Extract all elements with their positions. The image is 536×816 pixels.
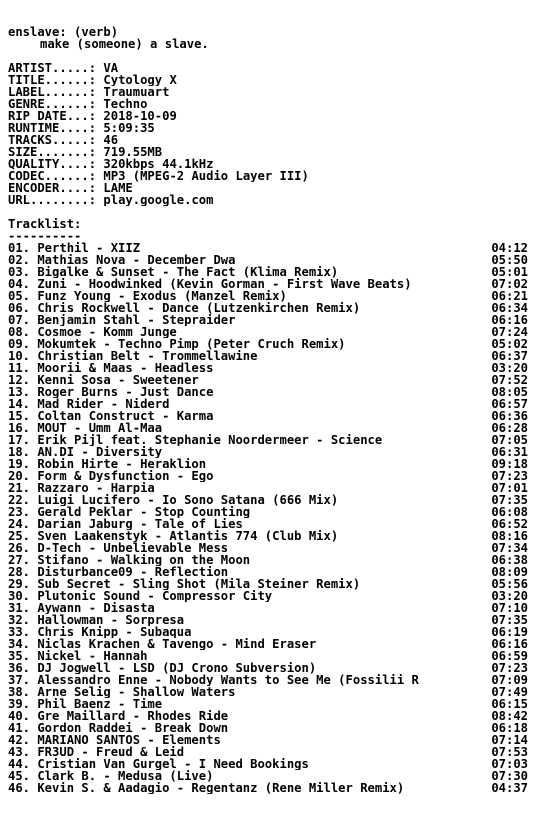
- track-row: [8, 302, 528, 314]
- track-duration: 06:16: [491, 637, 528, 651]
- track-title: 38. Arne Selig - Shallow Waters: [8, 686, 236, 698]
- info-value: 5:09:35: [103, 122, 155, 134]
- track-duration: 07:23: [491, 661, 528, 675]
- track-row: [8, 422, 528, 434]
- track-title: 07. Benjamin Stahl - Stepraider: [8, 314, 236, 326]
- track-row: [8, 554, 528, 566]
- track-row: [8, 410, 528, 422]
- tracklist-heading: Tracklist:: [8, 218, 82, 230]
- track-row: [8, 734, 528, 746]
- track-duration: 06:31: [491, 445, 528, 459]
- track-title: 28. Disturbance09 - Reflection: [8, 566, 229, 578]
- info-row: [8, 74, 528, 86]
- definition-word: enslave: (verb): [8, 26, 119, 38]
- track-title: 03. Bigalke & Sunset - The Fact (Klima Remix): [8, 266, 339, 278]
- track-duration: 05:50: [491, 253, 528, 267]
- track-title: 45. Clark B. - Medusa (Live): [8, 770, 214, 782]
- info-label: GENRE......:: [8, 98, 97, 110]
- track-row: [8, 686, 528, 698]
- info-label: URL........:: [8, 194, 97, 206]
- track-title: 25. Sven Laakenstyk - Atlantis 774 (Club Mix): [8, 530, 339, 542]
- track-title: 32. Hallowman - Sorpresa: [8, 614, 185, 626]
- track-duration: 06:37: [491, 349, 528, 363]
- track-duration: 07:05: [491, 433, 528, 447]
- track-title: 14. Mad Rider - Niderd: [8, 398, 170, 410]
- track-row: [8, 590, 528, 602]
- track-row: [8, 530, 528, 542]
- track-title: 18. AN.DI - Diversity: [8, 446, 163, 458]
- track-row: [8, 782, 528, 794]
- info-row: [8, 122, 528, 134]
- track-title: 41. Gordon Raddei - Break Down: [8, 722, 229, 734]
- track-title: 17. Erik Pijl feat. Stephanie Noordermeer - Science: [8, 434, 383, 446]
- track-row: [8, 746, 528, 758]
- track-title: 24. Darian Jaburg - Tale of Lies: [8, 518, 243, 530]
- track-duration: 06:59: [491, 649, 528, 663]
- track-duration: 07:03: [491, 757, 528, 771]
- track-row: [8, 374, 528, 386]
- track-title: 33. Chris Knipp - Subaqua: [8, 626, 192, 638]
- track-title: 34. Niclas Krachen & Tavengo - Mind Eraser: [8, 638, 317, 650]
- track-row: [8, 518, 528, 530]
- info-value: 719.55MB: [103, 146, 163, 158]
- info-row: [8, 194, 528, 206]
- info-value: MP3 (MPEG-2 Audio Layer III): [103, 170, 309, 182]
- track-duration: 07:35: [491, 493, 528, 507]
- info-row: [8, 170, 528, 182]
- track-duration: 08:05: [491, 385, 528, 399]
- track-row: [8, 674, 528, 686]
- track-row: [8, 242, 528, 254]
- info-row: [8, 98, 528, 110]
- track-row: [8, 578, 528, 590]
- track-duration: 06:08: [491, 505, 528, 519]
- track-duration: 05:02: [491, 337, 528, 351]
- track-duration: 07:23: [491, 469, 528, 483]
- track-title: 21. Razzaro - Harpia: [8, 482, 155, 494]
- track-title: 27. Stifano - Walking on the Moon: [8, 554, 251, 566]
- track-title: 15. Coltan Construct - Karma: [8, 410, 214, 422]
- track-duration: 07:30: [491, 769, 528, 783]
- track-title: 19. Robin Hirte - Heraklion: [8, 458, 207, 470]
- info-row: [8, 182, 528, 194]
- track-duration: 07:52: [491, 373, 528, 387]
- track-row: [8, 254, 528, 266]
- track-row: [8, 770, 528, 782]
- info-value: Traumuart: [103, 86, 170, 98]
- info-row: [8, 146, 528, 158]
- spacer: [8, 206, 528, 218]
- track-row: [8, 386, 528, 398]
- info-label: QUALITY....:: [8, 158, 97, 170]
- track-row: [8, 446, 528, 458]
- track-row: [8, 566, 528, 578]
- info-value: play.google.com: [103, 194, 214, 206]
- info-label: ARTIST.....:: [8, 62, 97, 74]
- track-duration: 06:52: [491, 517, 528, 531]
- track-duration: 06:36: [491, 409, 528, 423]
- track-title: 23. Gerald Peklar - Stop Counting: [8, 506, 251, 518]
- track-duration: 06:34: [491, 301, 528, 315]
- track-title: 09. Mokumtek - Techno Pimp (Peter Cruch Remix): [8, 338, 346, 350]
- track-duration: 04:37: [491, 781, 528, 795]
- track-title: 37. Alessandro Enne - Nobody Wants to See Me (Fossilii R: [8, 674, 419, 686]
- track-title: 46. Kevin S. & Aadagio - Regentanz (Rene Miller Remix): [8, 782, 405, 794]
- track-title: 12. Kenni Sosa - Sweetener: [8, 374, 199, 386]
- track-title: 02. Mathias Nova - December Dwa: [8, 254, 236, 266]
- track-title: 22. Luigi Lucifero - Io Sono Satana (666 Mix): [8, 494, 339, 506]
- track-duration: 08:16: [491, 529, 528, 543]
- track-row: [8, 434, 528, 446]
- track-row: [8, 614, 528, 626]
- track-duration: 06:21: [491, 289, 528, 303]
- track-row: [8, 482, 528, 494]
- spacer: [8, 50, 528, 62]
- definition-text: make (someone) a slave.: [40, 38, 209, 50]
- track-title: 26. D-Tech - Unbelievable Mess: [8, 542, 229, 554]
- track-title: 16. MOUT - Umm Al-Maa: [8, 422, 163, 434]
- track-duration: 06:28: [491, 421, 528, 435]
- track-title: 05. Funz Young - Exodus (Manzel Remix): [8, 290, 287, 302]
- track-row: [8, 698, 528, 710]
- track-title: 13. Roger Burns - Just Dance: [8, 386, 214, 398]
- track-title: 39. Phil Baenz - Time: [8, 698, 163, 710]
- info-row: [8, 134, 528, 146]
- track-title: 36. DJ Jogwell - LSD (DJ Crono Subversion): [8, 662, 317, 674]
- track-title: 11. Moorii & Maas - Headless: [8, 362, 214, 374]
- info-label: LABEL......:: [8, 86, 97, 98]
- track-row: [8, 638, 528, 650]
- track-duration: 08:09: [491, 565, 528, 579]
- info-value: 46: [103, 134, 119, 146]
- track-row: [8, 290, 528, 302]
- info-value: 320kbps 44.1kHz: [103, 158, 214, 170]
- track-duration: 06:38: [491, 553, 528, 567]
- track-duration: 07:34: [491, 541, 528, 555]
- track-duration: 06:57: [491, 397, 528, 411]
- track-duration: 08:42: [491, 709, 528, 723]
- track-row: [8, 506, 528, 518]
- track-duration: 07:53: [491, 745, 528, 759]
- track-row: [8, 626, 528, 638]
- info-label: TITLE......:: [8, 74, 97, 86]
- track-row: [8, 278, 528, 290]
- track-row: [8, 602, 528, 614]
- track-row: [8, 662, 528, 674]
- track-title: 44. Cristian Van Gurgel - I Need Bookings: [8, 758, 309, 770]
- track-row: [8, 326, 528, 338]
- tracklist: [8, 242, 528, 794]
- info-value: VA: [103, 62, 119, 74]
- track-row: [8, 758, 528, 770]
- track-duration: 05:01: [491, 265, 528, 279]
- info-label: RIP DATE...:: [8, 110, 97, 122]
- info-value: 2018-10-09: [103, 110, 177, 122]
- track-title: 29. Sub Secret - Sling Shot (Mila Steiner Remix): [8, 578, 361, 590]
- track-row: [8, 314, 528, 326]
- track-title: 30. Plutonic Sound - Compressor City: [8, 590, 273, 602]
- track-duration: 04:12: [491, 241, 528, 255]
- track-row: [8, 338, 528, 350]
- info-row: [8, 62, 528, 74]
- track-title: 31. Aywann - Disasta: [8, 602, 155, 614]
- track-duration: 03:20: [491, 589, 528, 603]
- track-duration: 07:24: [491, 325, 528, 339]
- info-value: Techno: [103, 98, 148, 110]
- track-title: 08. Cosmoe - Komm Junge: [8, 326, 177, 338]
- track-duration: 09:18: [491, 457, 528, 471]
- track-title: 06. Chris Rockwell - Dance (Lutzenkirchen Remix): [8, 302, 361, 314]
- info-label: CODEC......:: [8, 170, 97, 182]
- info-row: [8, 110, 528, 122]
- track-duration: 06:16: [491, 313, 528, 327]
- track-row: [8, 266, 528, 278]
- track-row: [8, 542, 528, 554]
- track-row: [8, 494, 528, 506]
- info-value: LAME: [103, 182, 133, 194]
- track-title: 35. Nickel - Hannah: [8, 650, 148, 662]
- track-duration: 07:02: [491, 277, 528, 291]
- track-duration: 07:01: [491, 481, 528, 495]
- track-title: 42. MARIANO SANTOS - Elements: [8, 734, 221, 746]
- track-title: 04. Zuni - Hoodwinked (Kevin Gorman - First Wave Beats): [8, 278, 412, 290]
- track-title: 01. Perthil - XIIZ: [8, 242, 141, 254]
- track-duration: 05:56: [491, 577, 528, 591]
- track-duration: 07:49: [491, 685, 528, 699]
- info-label: TRACKS.....:: [8, 134, 97, 146]
- track-row: [8, 350, 528, 362]
- track-duration: 06:18: [491, 721, 528, 735]
- track-duration: 07:09: [491, 673, 528, 687]
- track-row: [8, 650, 528, 662]
- track-duration: 06:19: [491, 625, 528, 639]
- track-title: 10. Christian Belt - Trommellawine: [8, 350, 258, 362]
- info-row: [8, 158, 528, 170]
- info-label: SIZE.......:: [8, 146, 97, 158]
- track-row: [8, 710, 528, 722]
- info-row: [8, 86, 528, 98]
- track-title: 43. FR3UD - Freud & Leid: [8, 746, 185, 758]
- release-info: [8, 62, 528, 206]
- track-duration: 03:20: [491, 361, 528, 375]
- track-duration: 07:35: [491, 613, 528, 627]
- track-duration: 06:15: [491, 697, 528, 711]
- track-row: [8, 470, 528, 482]
- tracklist-underline: ----------: [8, 230, 82, 242]
- track-row: [8, 362, 528, 374]
- track-duration: 07:14: [491, 733, 528, 747]
- track-row: [8, 398, 528, 410]
- track-row: [8, 458, 528, 470]
- track-title: 20. Form & Dysfunction - Ego: [8, 470, 214, 482]
- track-title: 40. Gre Maillard - Rhodes Ride: [8, 710, 229, 722]
- track-duration: 07:10: [491, 601, 528, 615]
- info-value: Cytology X: [103, 74, 177, 86]
- info-label: ENCODER....:: [8, 182, 97, 194]
- info-label: RUNTIME....:: [8, 122, 97, 134]
- nfo-document: [8, 26, 528, 794]
- track-row: [8, 722, 528, 734]
